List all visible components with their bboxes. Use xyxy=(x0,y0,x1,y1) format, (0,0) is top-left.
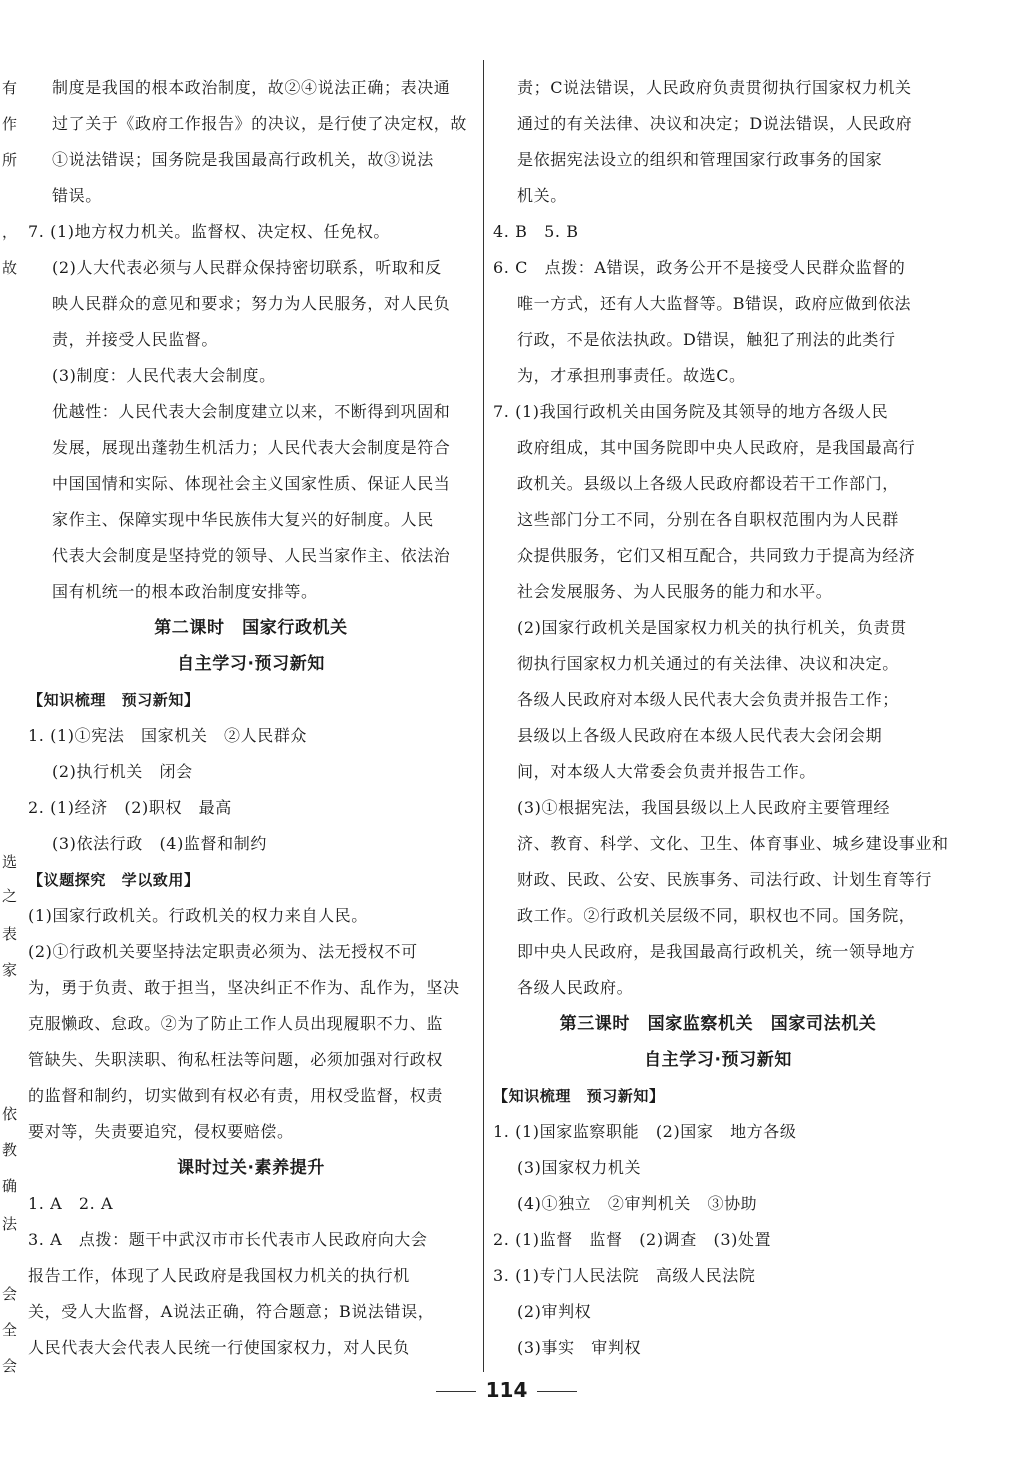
edge-fragment: 所 xyxy=(2,151,18,169)
edge-fragment: 确 xyxy=(2,1177,18,1195)
text-line: 政机关。县级以上各级人民政府都设若干工作部门， xyxy=(517,474,899,493)
text-line: (2)①行政机关要坚持法定职责必须为、法无授权不可 xyxy=(28,942,418,961)
text-line: 过了关于《政府工作报告》的决议，是行使了决定权，故 xyxy=(52,114,468,133)
text-line: 3. (1)专门人民法院 高级人民法院 xyxy=(493,1266,756,1285)
text-line: (2)人大代表必须与人民群众保持密切联系，听取和反 xyxy=(52,258,442,277)
text-line: 1. A 2. A xyxy=(28,1194,114,1213)
text-line: 优越性：人民代表大会制度建立以来，不断得到巩固和 xyxy=(52,402,451,421)
text-line: 【知识梳理 预习新知】 xyxy=(28,691,200,709)
text-line: 自主学习·预习新知 xyxy=(644,1050,792,1070)
footer-rule-right xyxy=(537,1391,577,1392)
text-line: 为，勇于负责、敢于担当，坚决纠正不作为、乱作为，坚决 xyxy=(28,978,460,997)
edge-fragment: 作 xyxy=(2,115,18,133)
edge-fragment: 全 xyxy=(2,1321,18,1339)
text-line: 众提供服务，它们又相互配合，共同致力于提高为经济 xyxy=(517,546,916,565)
right-column xyxy=(493,70,949,1366)
text-line: 制度是我国的根本政治制度，故②④说法正确；表决通 xyxy=(52,78,451,97)
text-line: 间，对本级人大常委会负责并报告工作。 xyxy=(517,762,816,781)
text-line: 2. (1)经济 (2)职权 最高 xyxy=(28,798,232,817)
text-line: 3. A 点拨：题干中武汉市市长代表市人民政府向大会 xyxy=(28,1230,428,1249)
text-line: (3)①根据宪法，我国县级以上人民政府主要管理经 xyxy=(517,798,891,817)
text-line: 机关。 xyxy=(517,186,567,205)
text-line: 4. B 5. B xyxy=(493,222,579,241)
text-line: 课时过关·素养提升 xyxy=(177,1158,325,1178)
edge-fragment: 法 xyxy=(2,1215,18,1233)
text-line: 为，才承担刑事责任。故选C。 xyxy=(517,366,746,385)
text-line: 第二课时 国家行政机关 xyxy=(154,618,348,638)
text-line: (2)国家行政机关是国家权力机关的执行机关，负责贯 xyxy=(517,618,907,637)
text-line: 政府组成，其中国务院即中央人民政府，是我国最高行 xyxy=(517,438,916,457)
text-line: (3)国家权力机关 xyxy=(517,1158,642,1177)
edge-fragment: 会 xyxy=(2,1357,18,1375)
text-line: 财政、民政、公安、民族事务、司法行政、计划生育等行 xyxy=(517,870,933,889)
text-line: 7. (1)地方权力机关。监督权、决定权、任免权。 xyxy=(28,222,391,241)
text-line: 政工作。②行政机关层级不同，职权也不同。国务院， xyxy=(517,906,916,925)
text-line: 国有机统一的根本政治制度安排等。 xyxy=(52,582,318,601)
edge-fragment: 之 xyxy=(2,887,18,905)
text-line: 映人民群众的意见和要求；努力为人民服务，对人民负 xyxy=(52,294,451,313)
text-line: 责，并接受人民监督。 xyxy=(52,330,219,349)
edge-fragment: 故 xyxy=(2,259,18,277)
text-line: (2)执行机关 闭会 xyxy=(52,762,193,781)
text-line: 代表大会制度是坚持党的领导、人民当家作主、依法治 xyxy=(52,546,451,565)
text-line: 要对等，失责要追究，侵权要赔偿。 xyxy=(28,1122,294,1141)
text-line: 第三课时 国家监察机关 国家司法机关 xyxy=(559,1014,877,1034)
edge-fragment: 选 xyxy=(2,853,18,871)
text-line: (3)制度：人民代表大会制度。 xyxy=(52,366,276,385)
text-line: 各级人民政府对本级人民代表大会负责并报告工作； xyxy=(517,690,899,709)
text-line: 社会发展服务、为人民服务的能力和水平。 xyxy=(517,582,833,601)
text-line: 1. (1)国家监察职能 (2)国家 地方各级 xyxy=(493,1122,797,1141)
text-line: 中国国情和实际、体现社会主义国家性质、保证人民当 xyxy=(52,474,451,493)
text-line: 家作主、保障实现中华民族伟大复兴的好制度。人民 xyxy=(52,510,434,529)
text-line: 人民代表大会代表人民统一行使国家权力，对人民负 xyxy=(28,1338,410,1357)
text-line: (4)①独立 ②审判机关 ③协助 xyxy=(517,1194,758,1213)
text-line: (3)依法行政 (4)监督和制约 xyxy=(52,834,267,853)
edge-fragment: 家 xyxy=(2,961,18,979)
text-line: 唯一方式，还有人大监督等。B错误，政府应做到依法 xyxy=(517,294,912,313)
text-line: 的监督和制约，切实做到有权必有责，用权受监督，权责 xyxy=(28,1086,444,1105)
edge-fragment: 表 xyxy=(2,925,18,943)
edge-fragment: 有 xyxy=(2,79,18,97)
text-line: 7. (1)我国行政机关由国务院及其领导的地方各级人民 xyxy=(493,402,889,421)
text-line: 关，受人大监督，A说法正确，符合题意；B说法错误， xyxy=(28,1302,435,1321)
text-line: 2. (1)监督 监督 (2)调查 (3)处置 xyxy=(493,1230,772,1249)
edge-fragment: 会 xyxy=(2,1285,18,1303)
page-footer xyxy=(0,1378,1013,1402)
text-line: (1)国家行政机关。行政机关的权力来自人民。 xyxy=(28,906,368,925)
text-line: 即中央人民政府，是我国最高行政机关，统一领导地方 xyxy=(517,942,916,961)
text-line: 彻执行国家权力机关通过的有关法律、决议和决定。 xyxy=(517,654,899,673)
text-line: 6. C 点拨：A错误，政务公开不是接受人民群众监督的 xyxy=(493,258,906,277)
text-line: 这些部门分工不同，分别在各自职权范围内为人民群 xyxy=(517,510,899,529)
text-line: ①说法错误；国务院是我国最高行政机关，故③说法 xyxy=(52,150,434,169)
text-line: 报告工作，体现了人民政府是我国权力机关的执行机 xyxy=(28,1266,410,1285)
text-line: 通过的有关法律、决议和决定；D说法错误，人民政府 xyxy=(517,114,913,133)
text-line: 自主学习·预习新知 xyxy=(177,654,325,674)
text-line: 管缺失、失职渎职、徇私枉法等问题，必须加强对行政权 xyxy=(28,1050,444,1069)
text-line: 错误。 xyxy=(52,186,102,205)
edge-fragment: ， xyxy=(2,223,18,241)
text-line: 【议题探究 学以致用】 xyxy=(28,871,200,889)
edge-fragment: 依 xyxy=(2,1105,18,1123)
text-line: 克服懒政、怠政。②为了防止工作人员出现履职不力、监 xyxy=(28,1014,444,1033)
page-number: 114 xyxy=(485,1378,528,1402)
edge-fragment: 教 xyxy=(2,1141,18,1159)
text-line: 县级以上各级人民政府在本级人民代表大会闭会期 xyxy=(517,726,883,745)
text-line: 各级人民政府。 xyxy=(517,978,634,997)
text-line: 行政，不是依法执政。D错误，触犯了刑法的此类行 xyxy=(517,330,896,349)
text-line: (3)事实 审判权 xyxy=(517,1338,642,1357)
text-line: 济、教育、科学、文化、卫生、体育事业、城乡建设事业和 xyxy=(517,834,949,853)
text-line: 1. (1)①宪法 国家机关 ②人民群众 xyxy=(28,726,308,745)
text-line: 发展，展现出蓬勃生机活力；人民代表大会制度是符合 xyxy=(52,438,451,457)
text-line: 【知识梳理 预习新知】 xyxy=(493,1087,665,1105)
left-column xyxy=(28,70,474,1366)
footer-rule-left xyxy=(436,1391,476,1392)
text-line: (2)审判权 xyxy=(517,1302,592,1321)
text-line: 责；C说法错误，人民政府负责贯彻执行国家权力机关 xyxy=(517,78,912,97)
text-line: 是依据宪法设立的组织和管理国家行政事务的国家 xyxy=(517,150,883,169)
column-divider xyxy=(483,60,484,1372)
